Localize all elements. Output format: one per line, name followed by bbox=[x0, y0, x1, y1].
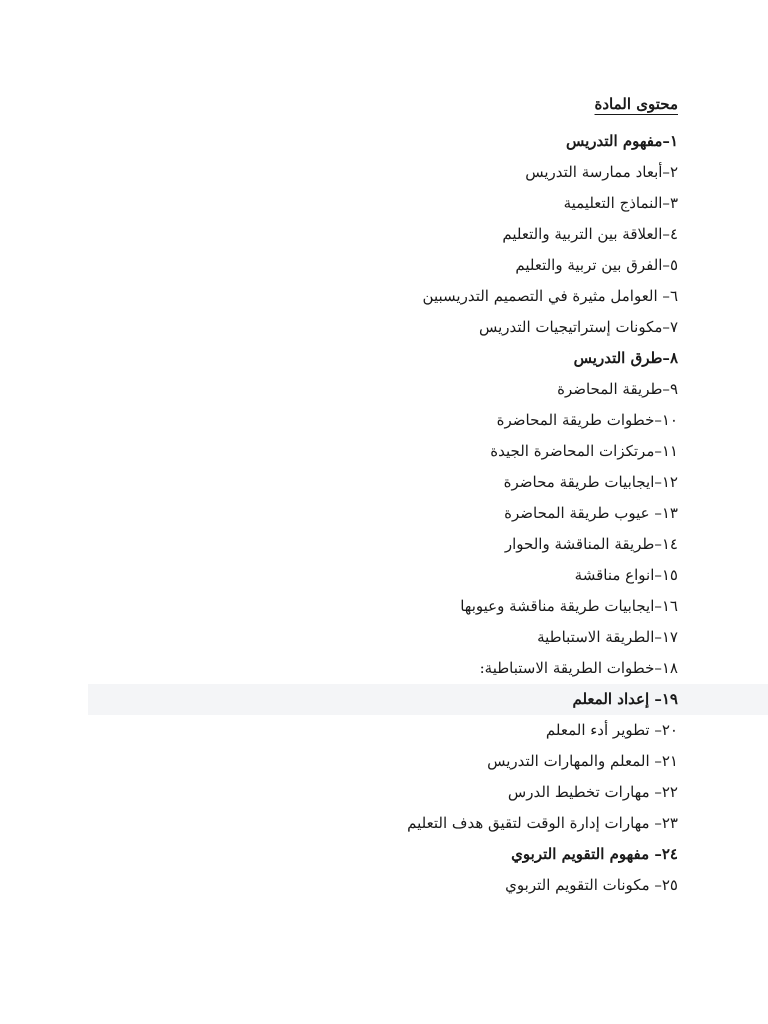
table-of-contents bbox=[0, 126, 768, 901]
list-item: ١٨–خطوات الطريقة الاستباطية: bbox=[479, 659, 678, 677]
list-item: ٢٥– مكونات التقويم التربوي bbox=[505, 876, 678, 894]
list-item: ٦– العوامل مثيرة في التصميم التدريسبين bbox=[422, 287, 678, 305]
list-item: ٢٠– تطوير أدء المعلم bbox=[545, 721, 678, 739]
list-item: ٢–أبعاد ممارسة التدريس bbox=[525, 163, 678, 181]
list-item: ٢٣– مهارات إدارة الوقت لتقيق هدف التعليم bbox=[407, 814, 678, 832]
list-item: ١٠–خطوات طريقة المحاضرة bbox=[496, 411, 678, 429]
list-item: ١٦–ايجابيات طريقة مناقشة وعيوبها bbox=[460, 597, 678, 615]
list-item: ٥–الفرق بين تربية والتعليم bbox=[515, 256, 678, 274]
list-item: ١١–مرتكزات المحاضرة الجيدة bbox=[490, 442, 678, 460]
document-title: محتوى المادة bbox=[594, 95, 678, 113]
section-heading: ٢٤– مفهوم التقويم التربوي bbox=[511, 845, 678, 863]
list-item: ٤–العلاقة بين التربية والتعليم bbox=[502, 225, 678, 243]
list-item: ٢٢– مهارات تخطيط الدرس bbox=[507, 783, 678, 801]
section-heading: ٨–طرق التدريس bbox=[573, 349, 678, 367]
list-item: ٢١– المعلم والمهارات التدريس bbox=[487, 752, 678, 770]
list-item: ٩–طريقة المحاضرة bbox=[557, 380, 678, 398]
list-item: ١٤–طريقة المناقشة والحوار bbox=[504, 535, 678, 553]
list-item: ١٧–الطريقة الاستباطية bbox=[537, 628, 678, 646]
list-item: ١٣– عيوب طريقة المحاضرة bbox=[504, 504, 678, 522]
section-heading: ١٩– إعداد المعلم bbox=[88, 684, 768, 715]
list-item: ٣–النماذج التعليمية bbox=[563, 194, 678, 212]
section-heading: ١–مفهوم التدريس bbox=[565, 132, 678, 150]
list-item: ١٥–انواع مناقشة bbox=[574, 566, 678, 584]
list-item: ١٢–ايجابيات طريقة محاضرة bbox=[503, 473, 678, 491]
list-item: ٧–مكونات إستراتيجيات التدريس bbox=[478, 318, 678, 336]
